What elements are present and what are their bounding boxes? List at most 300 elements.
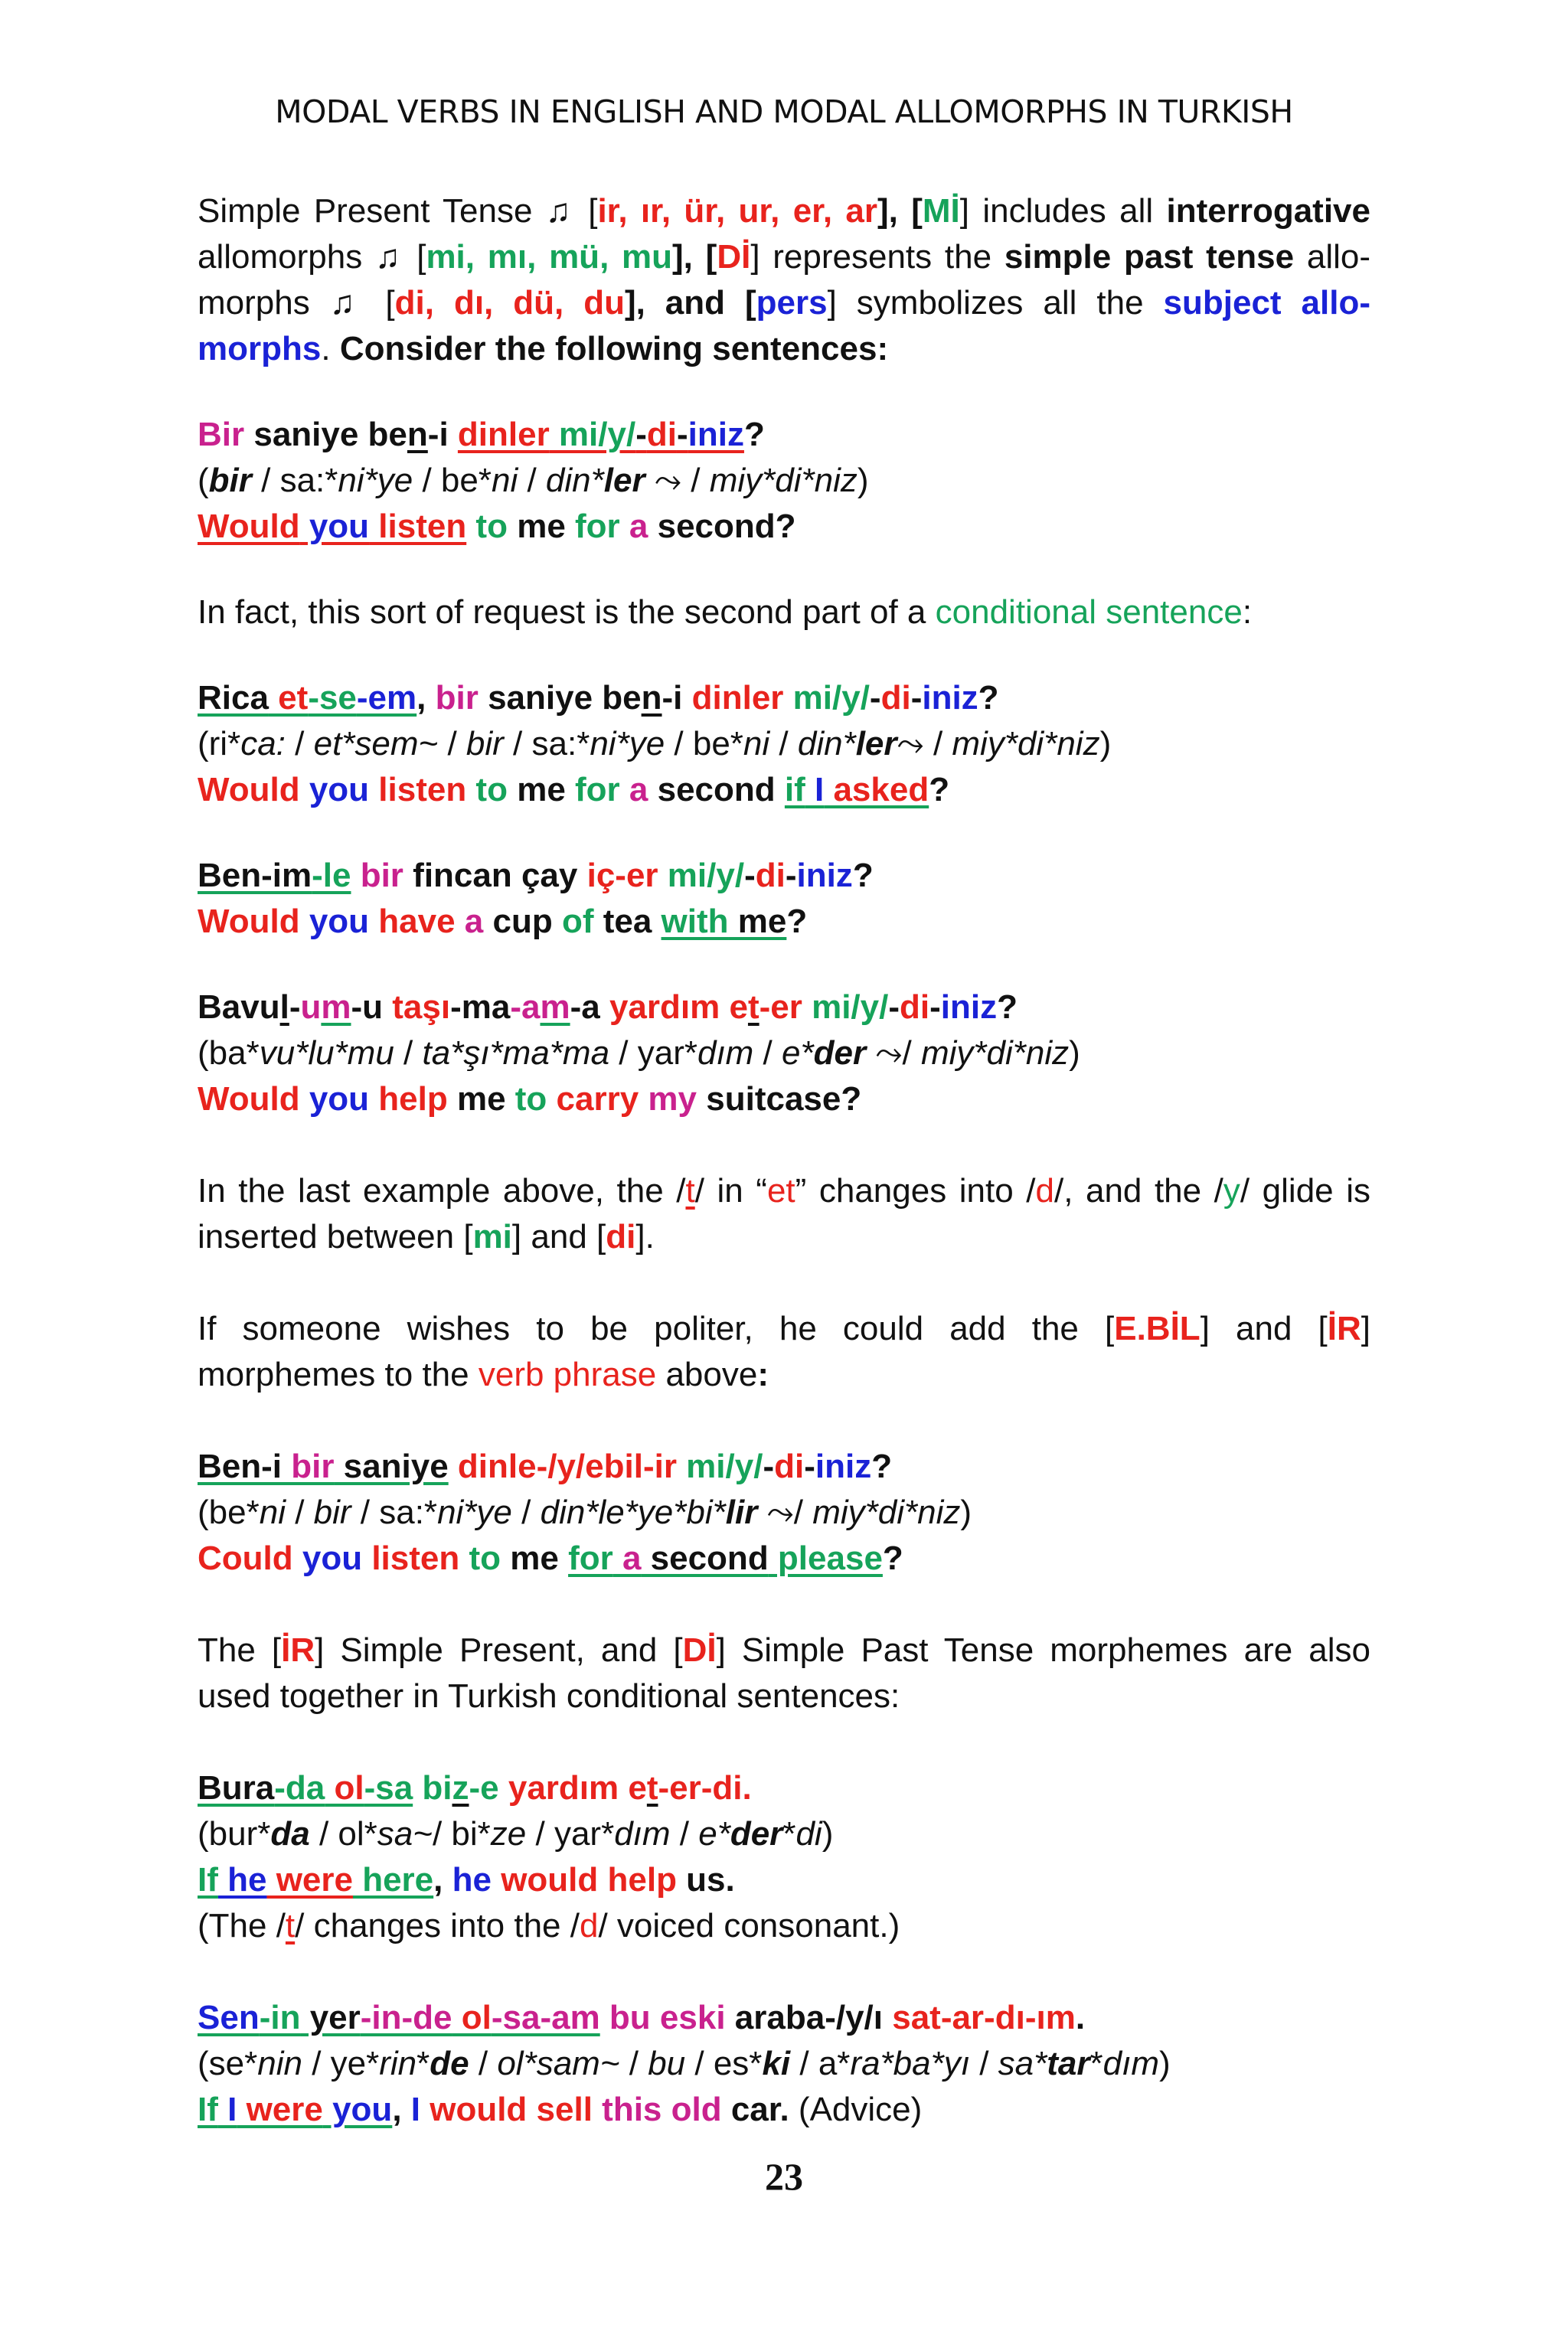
text-run: mi/y/ (549, 416, 636, 453)
text-run: / voiced consonant.) (598, 1907, 900, 1944)
text-run: ol*sam~ (497, 2045, 620, 2082)
text-run: mi/y/ (676, 1448, 763, 1485)
paragraph-glide (198, 1168, 1370, 1260)
text-run: E.BİL (1114, 1310, 1200, 1347)
text-run: fincan çay (403, 857, 587, 894)
text-run: here (352, 1861, 434, 1899)
text-run: If (198, 2091, 218, 2128)
text-run: I (410, 2091, 420, 2128)
text-run: -e (469, 1769, 508, 1807)
text-run: ⤳/ (757, 1494, 813, 1531)
text-run: rin (379, 2045, 417, 2082)
text-run: * (416, 2045, 430, 2082)
english-translation (198, 1857, 1370, 1903)
text-run: he (217, 1861, 267, 1899)
english-translation (198, 2087, 1370, 2133)
text-run: di, dı, dü, du (394, 284, 625, 322)
text-run: above (656, 1356, 758, 1393)
text-run: yardım e (508, 1769, 647, 1807)
text-run: , (392, 2091, 411, 2128)
text-run: he (452, 1861, 492, 1899)
text-run: t (285, 1907, 296, 1944)
text-run: bu eski (599, 1999, 735, 2036)
paragraph-tenses (198, 1628, 1370, 1719)
text-run: vu*lu*mu (259, 1034, 394, 1072)
text-run: -sa (364, 1769, 413, 1807)
text-run: / (753, 1034, 782, 1072)
text-run: inserted between [ (198, 1218, 473, 1255)
text-run: yer (300, 1999, 361, 2036)
text-run: Sen (198, 1999, 260, 2036)
text-run: - (289, 988, 301, 1026)
text-run: If someone wishes to be politer, he could add the [ (198, 1310, 1115, 1347)
text-run: miy*di*niz (952, 725, 1100, 762)
text-run: - (676, 416, 688, 453)
text-run: listen (369, 771, 467, 808)
text-run: t (646, 1769, 658, 1807)
text-run: / sa:* (351, 1494, 438, 1531)
text-run: der (730, 1815, 783, 1853)
pronunciation-line (198, 2041, 1370, 2087)
text-run: din* (545, 462, 604, 499)
text-run: Would (198, 508, 300, 545)
text-run: : (757, 1356, 769, 1393)
text-run: / sa:* (251, 462, 338, 499)
text-run: . (1075, 1999, 1086, 2036)
text-run: iniz (688, 416, 744, 453)
text-run: / (769, 725, 798, 762)
text-run: mi/y/ (658, 857, 745, 894)
text-run: ler (603, 462, 645, 499)
text-run: for (565, 771, 620, 808)
pronunciation-line (198, 1811, 1370, 1857)
example-1 (198, 412, 1370, 550)
text-run: simple past tense (1004, 238, 1295, 276)
text-run: dinler (691, 679, 784, 717)
text-run: me (447, 1080, 515, 1118)
text-run: ⤳ / (897, 725, 952, 762)
text-run: (ba* (198, 1034, 260, 1072)
text-run: ] symbolizes all the (827, 284, 1164, 322)
text-run: ol (325, 1769, 364, 1807)
text-run: were (237, 2091, 323, 2128)
text-run: suitcase? (697, 1080, 862, 1118)
text-run: İR (1327, 1310, 1361, 1347)
text-run: / (518, 462, 546, 499)
text-run: iniz (940, 988, 998, 1026)
text-run: dım (614, 1815, 671, 1853)
text-run: / (511, 1494, 541, 1531)
text-run: ( (198, 462, 209, 499)
text-run: a (612, 1540, 642, 1577)
text-run: / be* (665, 725, 743, 762)
text-run: this (592, 2091, 662, 2128)
example-3 (198, 853, 1370, 945)
example-4 (198, 984, 1370, 1122)
text-run: ) (1099, 725, 1112, 762)
text-run: bir (351, 857, 403, 894)
text-run: m (321, 988, 351, 1026)
text-run: Would (198, 771, 300, 808)
text-run: ? (997, 988, 1018, 1026)
text-run: / ol* (309, 1815, 377, 1853)
text-run: help (369, 1080, 448, 1118)
text-run: dım (697, 1034, 754, 1072)
text-run: - (763, 1448, 775, 1485)
text-run: (be* (198, 1494, 260, 1531)
text-run: / yar* (526, 1815, 615, 1853)
text-run: Bavu (198, 988, 280, 1026)
text-run: * (1089, 2045, 1103, 2082)
text-run: asked (824, 771, 929, 808)
text-run: e (729, 988, 748, 1026)
text-run: - (744, 857, 756, 894)
text-run: yardım (609, 988, 730, 1026)
text-run: if (784, 771, 805, 808)
text-line (198, 1628, 1370, 1673)
text-run: I (217, 2091, 237, 2128)
turkish-sentence (198, 1765, 1370, 1811)
text-run: Ben-i (198, 1448, 282, 1485)
text-run: Dİ (717, 238, 751, 276)
text-run: ni*ye (338, 462, 413, 499)
text-run: ? (882, 1540, 903, 1577)
text-run: iniz (796, 857, 853, 894)
text-run: The [ (198, 1631, 282, 1669)
text-run: ? (786, 903, 808, 940)
text-run: et (268, 679, 309, 717)
note-line (198, 1903, 1370, 1949)
text-run: you (299, 508, 370, 545)
text-run: In the last example above, the / (198, 1172, 686, 1210)
text-run: you (292, 1540, 363, 1577)
text-run: / be* (413, 462, 492, 499)
text-run: / sa:* (503, 725, 590, 762)
text-run: n (407, 416, 428, 453)
text-run: ] includes all (959, 192, 1167, 230)
text-run: saniye be (478, 679, 642, 717)
text-run: listen (362, 1540, 460, 1577)
text-run: sell (527, 2091, 593, 2128)
text-run: t (685, 1172, 695, 1210)
text-run: Rica (198, 679, 269, 717)
text-run: - (929, 988, 941, 1026)
pronunciation-line (198, 1030, 1370, 1076)
text-run: In fact, this sort of request is the second part of a (198, 593, 936, 631)
text-run: me (728, 903, 787, 940)
text-run: you (322, 2091, 393, 2128)
text-run: (se* (198, 2045, 258, 2082)
example-6 (198, 1765, 1370, 1949)
text-run: a (455, 903, 484, 940)
text-run: ] represents the (750, 238, 1004, 276)
text-run: / (469, 2045, 498, 2082)
text-run: with (661, 903, 729, 940)
text-run: ) (822, 1815, 834, 1853)
text-run: / (619, 2045, 648, 2082)
text-run: saniye (334, 1448, 449, 1485)
text-run: me (507, 508, 566, 545)
text-run: ni*ye (437, 1494, 512, 1531)
text-run: (bur* (198, 1815, 271, 1853)
text-run: et (766, 1172, 795, 1210)
text-run: allo- (1294, 238, 1370, 276)
text-run: car. (721, 2091, 789, 2128)
text-run: ? (978, 679, 999, 717)
text-run: tea (593, 903, 662, 940)
text-run: bir (208, 462, 252, 499)
text-run: to (466, 771, 508, 808)
turkish-sentence (198, 412, 1370, 458)
text-run: conditional sentence (935, 593, 1243, 631)
text-run: . (321, 330, 340, 367)
text-run: us. (676, 1861, 735, 1899)
text-line (198, 1168, 1370, 1214)
english-translation (198, 767, 1370, 813)
text-run: old (662, 2091, 722, 2128)
text-run: ? (929, 771, 950, 808)
text-run: / glide is (1240, 1172, 1370, 1210)
text-run: -sa-am (491, 1999, 600, 2036)
text-run: mi (472, 1218, 512, 1255)
text-run: , (433, 1861, 452, 1899)
text-run: ni (259, 1494, 286, 1531)
english-translation (198, 504, 1370, 550)
text-run: ] (1361, 1310, 1370, 1347)
text-run: dinler (457, 416, 550, 453)
english-translation (198, 899, 1370, 945)
text-run: mi/y/ (783, 679, 870, 717)
text-run: - (635, 416, 647, 453)
text-run: ⤳/ (866, 1034, 921, 1072)
text-run: ol (452, 1999, 492, 2036)
text-run: ], [ (672, 238, 717, 276)
text-run: ni (491, 462, 518, 499)
text-run: ” changes into / (795, 1172, 1036, 1210)
text-run: you (299, 1080, 370, 1118)
text-run: / bi* (432, 1815, 491, 1853)
text-run: bir (282, 1448, 335, 1485)
text-line (198, 1352, 1370, 1398)
text-run: ], [ (877, 192, 923, 230)
text-run: * (782, 1815, 796, 1853)
text-run: di (774, 1448, 805, 1485)
text-run: Simple Present Tense ♫ [ (198, 192, 598, 230)
text-run: / (670, 1815, 699, 1853)
text-run: ta*şı*ma*ma (422, 1034, 610, 1072)
text-run: da (270, 1815, 310, 1853)
text-run: n (641, 679, 662, 717)
text-run: sa* (998, 2045, 1047, 2082)
text-run: taşı (392, 988, 451, 1026)
text-run: morphs (198, 330, 322, 367)
turkish-sentence (198, 853, 1370, 899)
text-run: ] and [ (511, 1218, 606, 1255)
text-run: / (969, 2045, 998, 2082)
text-run: ni (743, 725, 770, 762)
text-run: ]. (635, 1218, 655, 1255)
text-run: din*le*ye*bi* (540, 1494, 726, 1531)
turkish-sentence (198, 1995, 1370, 2041)
text-run: lir (725, 1494, 758, 1531)
text-run: ], and [ (624, 284, 756, 322)
text-run: for (565, 508, 620, 545)
text-run: di (795, 1815, 822, 1853)
text-run: -ma (450, 988, 511, 1026)
text-run: ni*ye (590, 725, 665, 762)
text-run: di (646, 416, 677, 453)
text-run: di (755, 857, 786, 894)
text-run: / es* (685, 2045, 763, 2082)
text-run: ra*ba*yı (850, 2045, 970, 2082)
example-7 (198, 1995, 1370, 2133)
text-run: iniz (922, 679, 978, 717)
text-run: ] Simple Past Tense morphemes are also (716, 1631, 1370, 1669)
text-run: subject allo- (1163, 284, 1370, 322)
english-translation (198, 1076, 1370, 1122)
text-run: miy*di*niz (812, 1494, 961, 1531)
text-run: cup (483, 903, 562, 940)
text-run: have (369, 903, 456, 940)
text-run: / (285, 725, 314, 762)
text-run: y (1223, 1172, 1240, 1210)
text-run: ) (857, 462, 869, 499)
text-run: miy*di*niz (920, 1034, 1070, 1072)
text-run: a (619, 508, 648, 545)
text-run: / (394, 1034, 423, 1072)
text-run: Could (198, 1540, 293, 1577)
text-run: carry (547, 1080, 639, 1118)
page-body (198, 188, 1370, 2133)
text-run: -in (259, 1999, 301, 2036)
text-run: Bir (198, 416, 245, 453)
text-run: second (648, 771, 785, 808)
text-run: Consider the following sentences: (339, 330, 889, 367)
text-run: : (1242, 593, 1253, 631)
text-run: dım (1102, 2045, 1159, 2082)
text-run: -u (351, 988, 393, 1026)
text-run: bu (648, 2045, 686, 2082)
text-run: -er-di. (658, 1769, 752, 1807)
text-run: ca: (240, 725, 286, 762)
text-run: Bura (198, 1769, 275, 1807)
text-line (198, 1306, 1370, 1352)
text-run: would help (491, 1861, 677, 1899)
text-run: dinle-/y/ebil-ir (448, 1448, 677, 1485)
text-run: ? (743, 416, 765, 453)
text-run: - (869, 679, 881, 717)
text-run: tar (1047, 2045, 1090, 2082)
text-run: were (266, 1861, 353, 1899)
example-5 (198, 1444, 1370, 1582)
text-run: me (501, 1540, 569, 1577)
text-run: (Advice) (789, 2091, 923, 2128)
text-run: second (641, 1540, 769, 1577)
text-run: a (619, 771, 648, 808)
text-run: m (540, 988, 570, 1026)
text-run: di (880, 679, 911, 717)
text-run: iniz (815, 1448, 872, 1485)
pronunciation-line (198, 721, 1370, 767)
text-run: allomorphs ♫ [ (198, 238, 426, 276)
text-line (198, 188, 1370, 234)
text-run: / ye* (302, 2045, 380, 2082)
running-header: MODAL VERBS IN ENGLISH AND MODAL ALLOMORPHS IN TURKISH (275, 93, 1293, 130)
text-run: / in “ (694, 1172, 767, 1210)
text-run: ir, ır, ür, ur, er, ar (597, 192, 878, 230)
text-run: to (466, 508, 508, 545)
text-run: bi (413, 1769, 452, 1807)
text-run: ) (960, 1494, 972, 1531)
text-run: pers (756, 284, 828, 322)
text-run: sat-ar-dı-ım (892, 1999, 1076, 2036)
text-run: bir (435, 679, 479, 717)
text-run: interrogative (1166, 192, 1370, 230)
text-run: Would (198, 1080, 300, 1118)
text-run: ] and [ (1200, 1310, 1328, 1347)
text-run: nin (257, 2045, 302, 2082)
text-run: - (785, 857, 797, 894)
text-run: of (561, 903, 594, 940)
turkish-sentence (198, 1444, 1370, 1490)
text-run: Would (198, 903, 300, 940)
text-run: araba-/y/ı (734, 1999, 893, 2036)
text-run: If (198, 1861, 218, 1899)
text-run: di (900, 988, 930, 1026)
text-run: / changes into the / (295, 1907, 580, 1944)
paragraph-conditional (198, 589, 1370, 635)
text-run: et*sem~ (313, 725, 439, 762)
text-run: ) (1069, 1034, 1080, 1072)
text-run: - (804, 1448, 815, 1485)
text-run: d (1035, 1172, 1054, 1210)
text-run: z (452, 1769, 469, 1807)
text-run: you (299, 771, 370, 808)
text-run: my (639, 1080, 697, 1118)
text-run: sa~ (377, 1815, 433, 1853)
text-run: ] Simple Present, and [ (315, 1631, 683, 1669)
text-line (198, 234, 1370, 280)
text-run: -em (356, 679, 417, 717)
text-run: ? (871, 1448, 893, 1485)
text-run: mi/y/ (802, 988, 889, 1026)
text-run: -le (312, 857, 351, 894)
text-run: to (514, 1080, 547, 1118)
text-run: d (579, 1907, 599, 1944)
text-run: ⤳ / (645, 462, 710, 499)
text-run: e* (698, 1815, 730, 1853)
text-run: -in-de (360, 1999, 452, 2036)
text-run: de (430, 2045, 469, 2082)
text-run: miy*di*niz (709, 462, 858, 499)
text-run: di (606, 1218, 636, 1255)
text-line (198, 1214, 1370, 1260)
intro-paragraph (198, 188, 1370, 372)
text-run: -se (308, 679, 357, 717)
text-run: I (805, 771, 825, 808)
english-translation (198, 1536, 1370, 1582)
text-run: -a (570, 988, 609, 1026)
text-line: used together in Turkish conditional sentences: (198, 1677, 900, 1715)
text-run: morphemes to the (198, 1356, 479, 1393)
text-run: for (568, 1540, 613, 1577)
text-run: please (768, 1540, 883, 1577)
text-run: , (416, 679, 436, 717)
text-run: e* (782, 1034, 814, 1072)
text-run: saniye be (244, 416, 407, 453)
text-run: -da (274, 1769, 325, 1807)
text-run: would (420, 2091, 528, 2128)
